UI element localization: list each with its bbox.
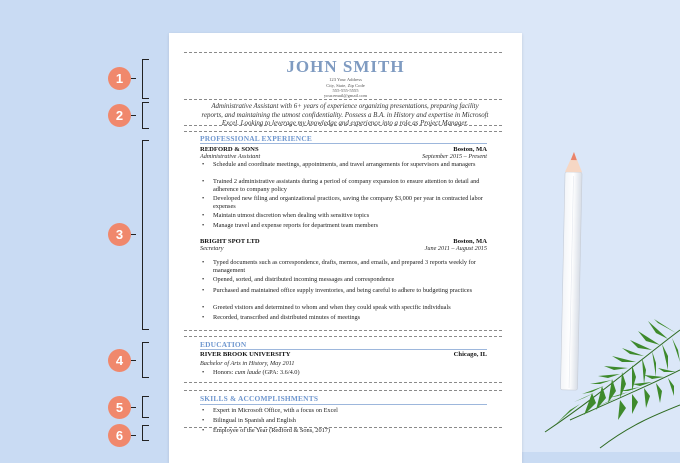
- contact-address: 123 Your Address: [329, 77, 362, 82]
- school-location: Chicago, IL: [453, 351, 487, 358]
- job-title: Secretary: [200, 245, 224, 252]
- list-item: • Purchased and maintained office supply inventories, and being careful to adhere to budgeting practices: [202, 287, 473, 294]
- list-item: • Greeted visitors and determined to whom and when they could speak with specific individuals: [202, 304, 451, 311]
- job-dates: September 2015 – Present: [422, 153, 487, 160]
- list-item: • Developed new filing and organizational practices, saving the company $3,000 per year in contracted labor expenses: [202, 195, 483, 211]
- school-name: RIVER BROOK UNIVERSITY: [200, 351, 291, 358]
- list-item: • Manage travel and expense reports for department team members: [202, 222, 379, 229]
- marker-6: 6: [108, 424, 131, 447]
- skills-heading: SKILLS & ACCOMPLISHMENTS: [200, 394, 319, 403]
- list-item: • Schedule and coordinate meetings, appointments, and travel arrangements for supervisors and managers: [202, 161, 476, 168]
- list-item: • Bilingual in Spanish and English: [202, 417, 296, 424]
- marker-5: 5: [108, 396, 131, 419]
- list-item: • Opened, sorted, and distributed incoming messages and correspondence: [202, 276, 395, 283]
- job-location: Boston, MA: [453, 238, 487, 245]
- list-item: • Trained 2 administrative assistants during a period of company expansion to ensure attention to detail and adherence to company policy: [202, 178, 480, 194]
- job-location: Boston, MA: [453, 146, 487, 153]
- list-item: • Expert in Microsoft Office, with a focus on Excel: [202, 407, 338, 414]
- contact-city: City, State, Zip Code: [326, 82, 365, 88]
- professional-summary: Administrative Assistant with 6+ years of experience organizing presentations, preparing facility reports, and maintaining the utmost confidentiality. Possess a B.A. in History and expertise in Microsoft Excel. Looking to leverage my knowledge and experience into a role as Project Manager.: [201, 103, 489, 127]
- resume-name: JOHN SMITH: [286, 57, 405, 76]
- job-dates: June 2011 – August 2015: [424, 245, 487, 252]
- experience-heading: PROFESSIONAL EXPERIENCE: [200, 134, 312, 143]
- marker-3: 3: [108, 223, 131, 246]
- marker-4: 4: [108, 349, 131, 372]
- list-item: • Recorded, transcribed and distributed minutes of meetings: [202, 314, 361, 321]
- degree: Bachelor of Arts in History, May 2011: [200, 360, 295, 367]
- job-company: REDFORD & SONS: [200, 146, 259, 153]
- marker-2: 2: [108, 104, 131, 127]
- job-title: Administrative Assistant: [200, 153, 261, 160]
- contact-email: your.email@gmail.com: [323, 93, 368, 98]
- job-company: BRIGHT SPOT LTD: [200, 238, 260, 245]
- education-heading: EDUCATION: [200, 340, 247, 349]
- contact-phone: 555-555-5555: [332, 88, 359, 93]
- list-item: • Employee of the Year (Redford & Sons, 2017): [202, 427, 330, 434]
- marker-1: 1: [108, 67, 131, 90]
- list-item: • Honors: cum laude (GPA: 3.6/4.0): [202, 369, 300, 376]
- list-item: • Maintain utmost discretion when dealing with sensitive topics: [202, 212, 370, 219]
- list-item: • Typed documents such as correspondence, drafts, memos, and emails, and prepared 3 reports weekly for management: [202, 259, 476, 275]
